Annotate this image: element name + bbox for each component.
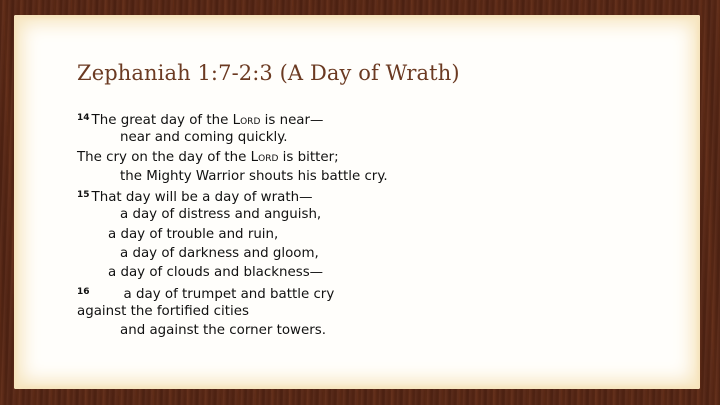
passage-text: is bitter; bbox=[278, 149, 339, 165]
verse-number-15: 15 bbox=[77, 190, 90, 201]
passage-line-1 bbox=[77, 109, 388, 128]
passage-line-10 bbox=[77, 283, 388, 302]
passage-text: is near— bbox=[260, 113, 324, 128]
passage-text: That day will be a day of wrath— bbox=[91, 190, 313, 206]
passage-line-7: a day of trouble and ruin, bbox=[108, 226, 279, 242]
slide-title: Zephaniah 1:7-2:3 (A Day of Wrath) bbox=[77, 61, 460, 85]
scripture-passage bbox=[77, 109, 388, 341]
passage-line-11: against the fortified cities bbox=[77, 303, 249, 319]
verse-number-16: 16 bbox=[77, 286, 90, 297]
slide-card bbox=[14, 15, 700, 389]
lord-small-caps: Lord bbox=[250, 149, 279, 165]
passage-line-8: a day of darkness and gloom, bbox=[120, 246, 319, 262]
verse-number-14: 14 bbox=[77, 113, 90, 123]
passage-line-3 bbox=[77, 148, 388, 167]
passage-line-4: the Mighty Warrior shouts his battle cry. bbox=[120, 168, 388, 184]
lord-small-caps: Lord bbox=[232, 113, 261, 128]
passage-line-6: a day of distress and anguish, bbox=[120, 207, 322, 223]
passage-text: a day of trumpet and battle cry bbox=[123, 286, 335, 302]
passage-line-5 bbox=[77, 186, 388, 205]
passage-line-2: near and coming quickly. bbox=[120, 130, 288, 146]
passage-line-12: and against the corner towers. bbox=[120, 323, 326, 339]
passage-text: The great day of the bbox=[91, 113, 233, 128]
passage-text: The cry on the day of the bbox=[77, 149, 251, 165]
passage-line-9: a day of clouds and blackness— bbox=[108, 265, 324, 281]
